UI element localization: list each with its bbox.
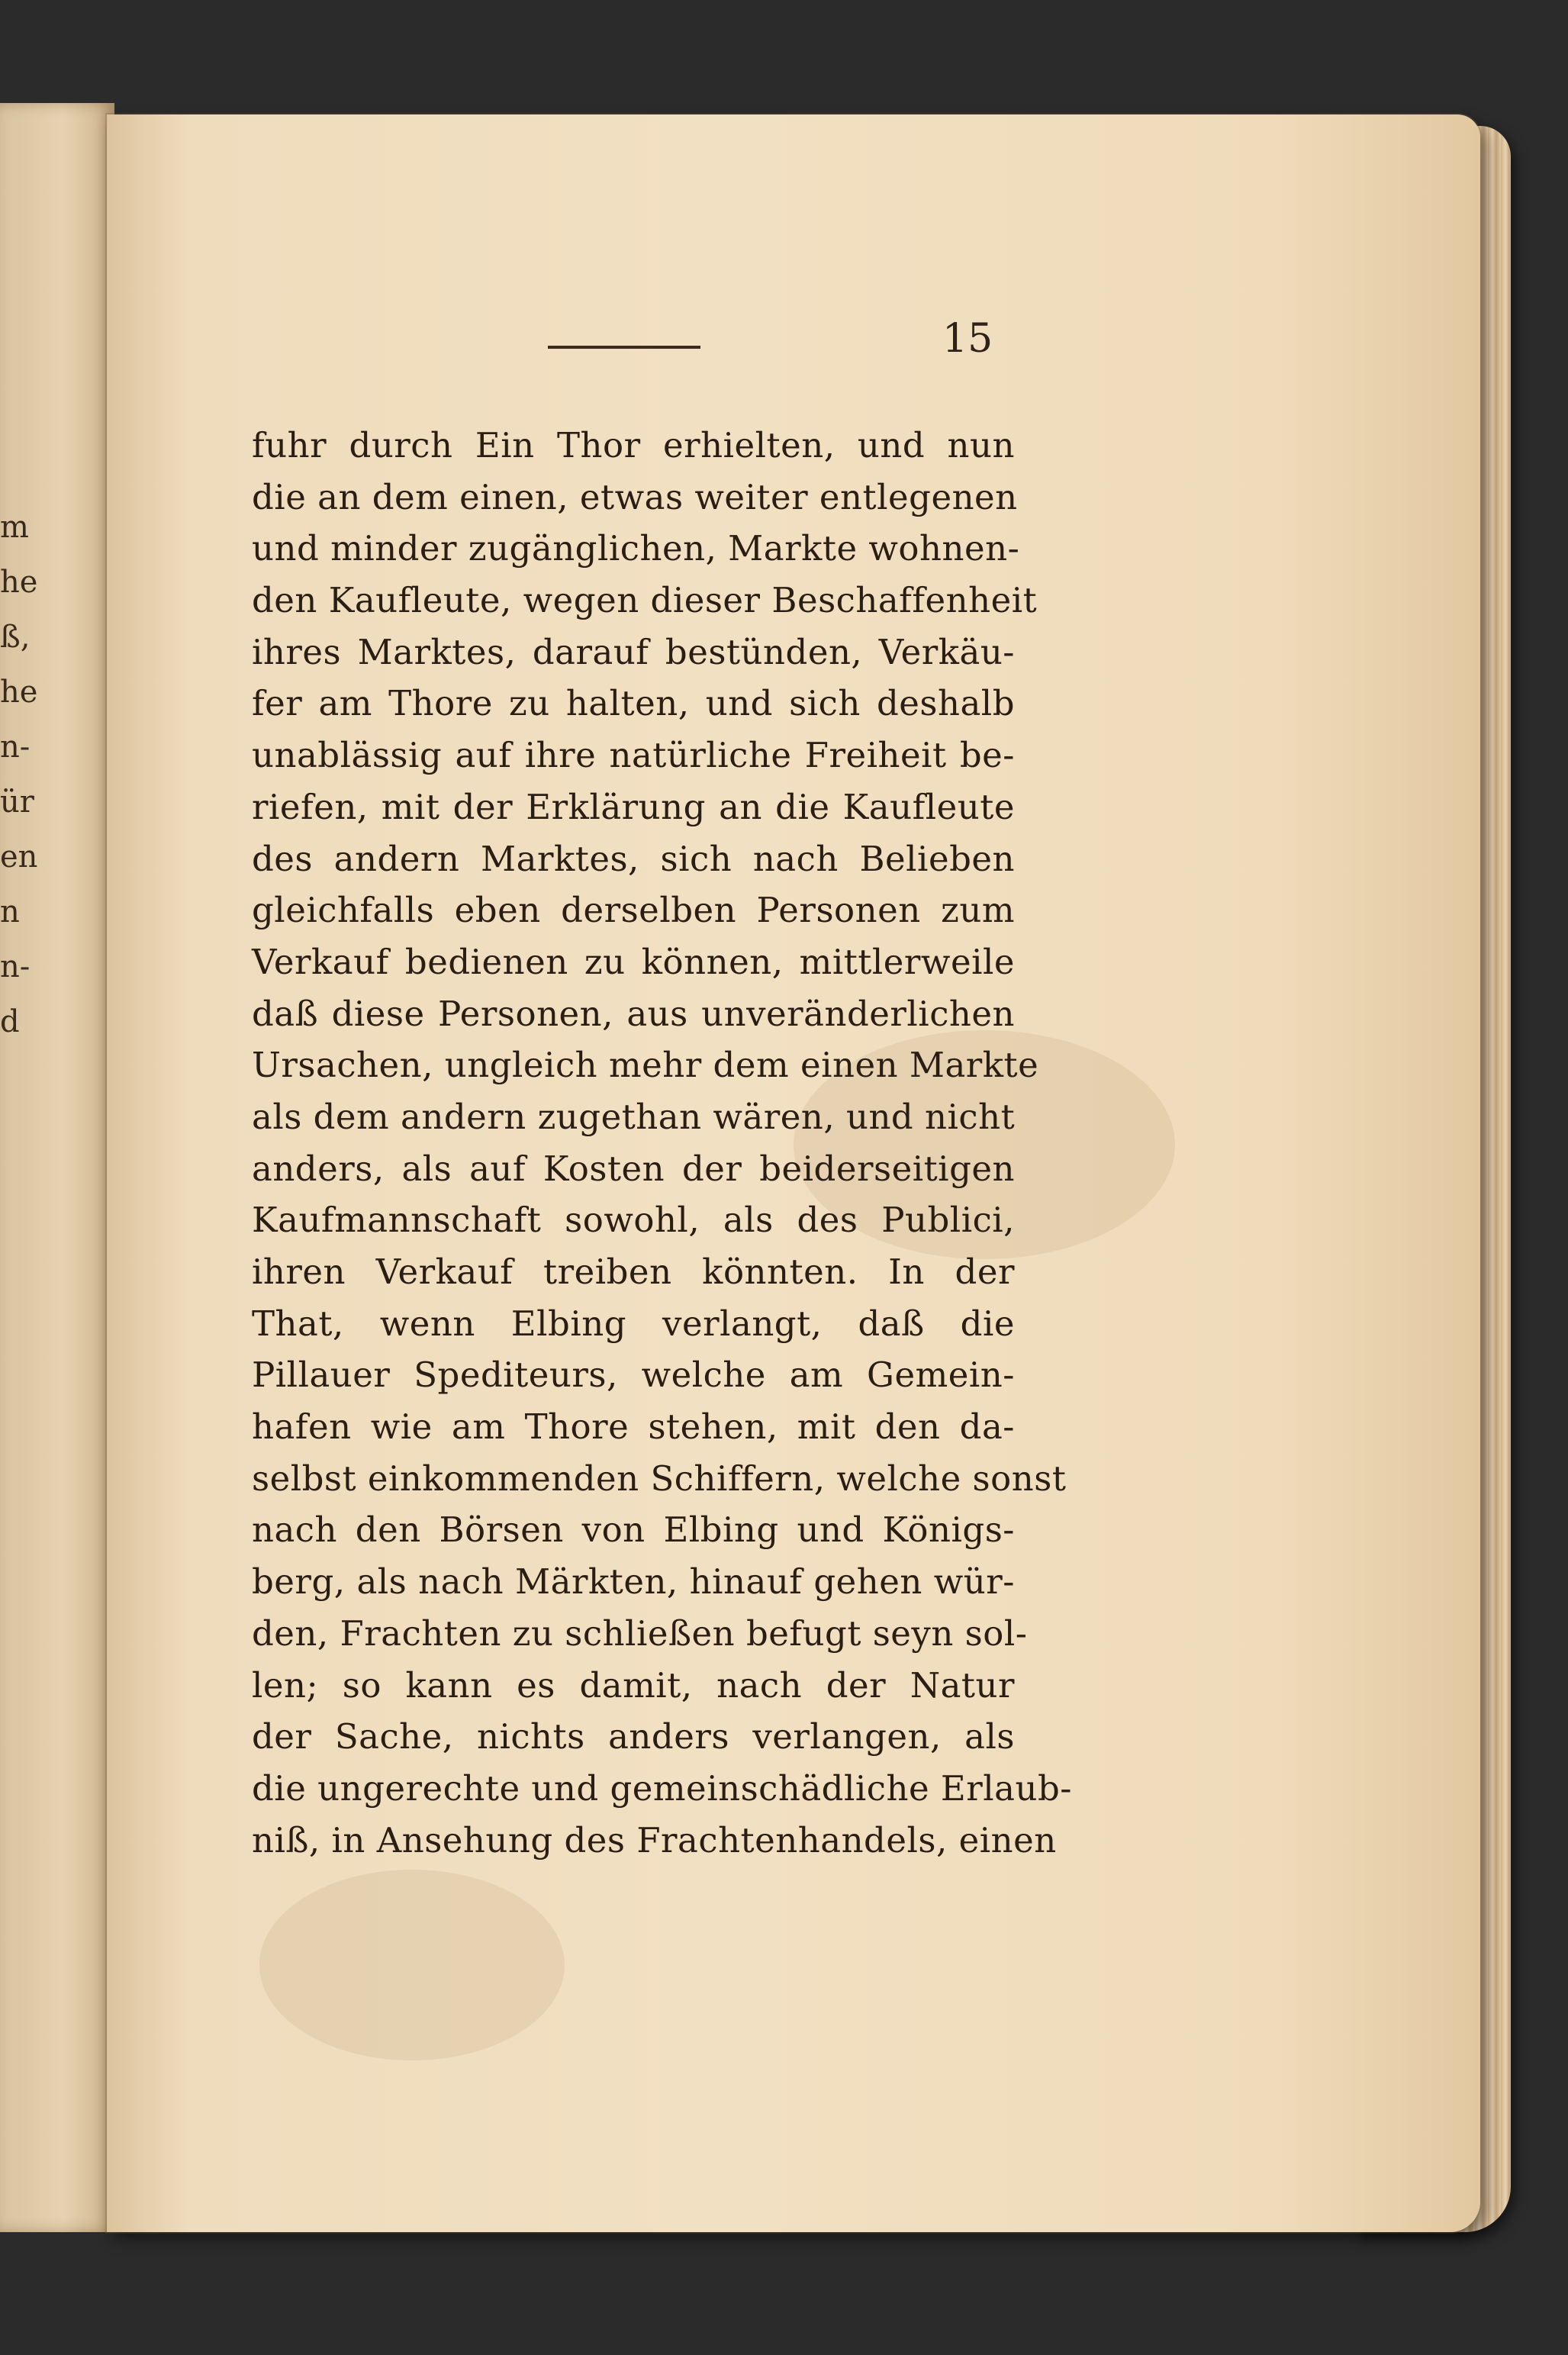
text-line: und minder zugänglichen, Markte wohnen- — [252, 528, 1020, 569]
text-line: daß diese Personen, aus unveränderlichen — [252, 993, 1015, 1034]
text-line: len; so kann es damit, nach der Natur — [252, 1664, 1015, 1706]
text-line: Verkauf bedienen zu können, mittlerweile — [252, 941, 1015, 982]
page-number: 15 — [942, 316, 993, 362]
text-line: den, Frachten zu schließen befugt seyn sol- — [252, 1612, 1028, 1654]
text-line: selbst einkommenden Schiffern, welche sonst — [252, 1458, 1067, 1499]
text-line: als dem andern zugethan wären, und nicht — [252, 1096, 1016, 1137]
left-fragment: ür — [0, 784, 34, 820]
left-fragment: d — [0, 1004, 20, 1039]
paper-stain — [259, 1870, 565, 2060]
text-line: des andern Marktes, sich nach Belieben — [252, 838, 1015, 879]
text-line: unablässig auf ihre natürliche Freiheit be- — [252, 735, 1015, 776]
left-fragment: n- — [0, 949, 31, 984]
left-page-text-fragments — [0, 500, 38, 1049]
body-text — [252, 420, 1072, 1866]
text-line: Kaufmannschaft sowohl, als des Publici, — [252, 1200, 1015, 1241]
text-line: ihren Verkauf treiben könnten. In der — [252, 1252, 1015, 1292]
text-line: fuhr durch Ein Thor erhielten, und nun — [252, 425, 1015, 466]
text-line: der Sache, nichts anders verlangen, als — [252, 1716, 1015, 1757]
text-line: fer am Thore zu halten, und sich deshalb — [252, 683, 1015, 724]
text-line: niß, in Ansehung des Frachtenhandels, einen — [252, 1819, 1057, 1860]
left-fragment: m — [0, 510, 29, 545]
text-line: gleichfalls eben derselben Personen zum — [252, 890, 1015, 931]
left-fragment: he — [0, 565, 38, 600]
text-line: Pillauer Spediteurs, welche am Gemein- — [252, 1355, 1015, 1396]
left-fragment: n — [0, 894, 20, 929]
header-rule — [548, 346, 700, 349]
text-line: riefen, mit der Erklärung an die Kaufleute — [252, 786, 1015, 827]
text-line: berg, als nach Märkten, hinauf gehen wür- — [252, 1561, 1015, 1603]
left-page — [0, 103, 114, 2232]
text-line: ihres Marktes, darauf bestünden, Verkäu- — [252, 631, 1015, 672]
text-line: den Kaufleute, wegen dieser Beschaffenheit — [252, 580, 1038, 621]
text-line: That, wenn Elbing verlangt, daß die — [252, 1303, 1015, 1344]
left-fragment: ß, — [0, 620, 31, 655]
left-fragment: en — [0, 839, 38, 875]
text-line: die ungerechte und gemeinschädliche Erlaub- — [252, 1767, 1072, 1809]
left-fragment: he — [0, 675, 38, 710]
text-line: die an dem einen, etwas weiter entlegenen — [252, 476, 1018, 517]
text-line: hafen wie am Thore stehen, mit den da- — [252, 1406, 1015, 1448]
text-line: nach den Börsen von Elbing und Königs- — [252, 1509, 1015, 1551]
left-fragment: n- — [0, 730, 31, 765]
text-line: Ursachen, ungleich mehr dem einen Markte — [252, 1045, 1039, 1086]
text-line: anders, als auf Kosten der beiderseitigen — [252, 1148, 1015, 1189]
